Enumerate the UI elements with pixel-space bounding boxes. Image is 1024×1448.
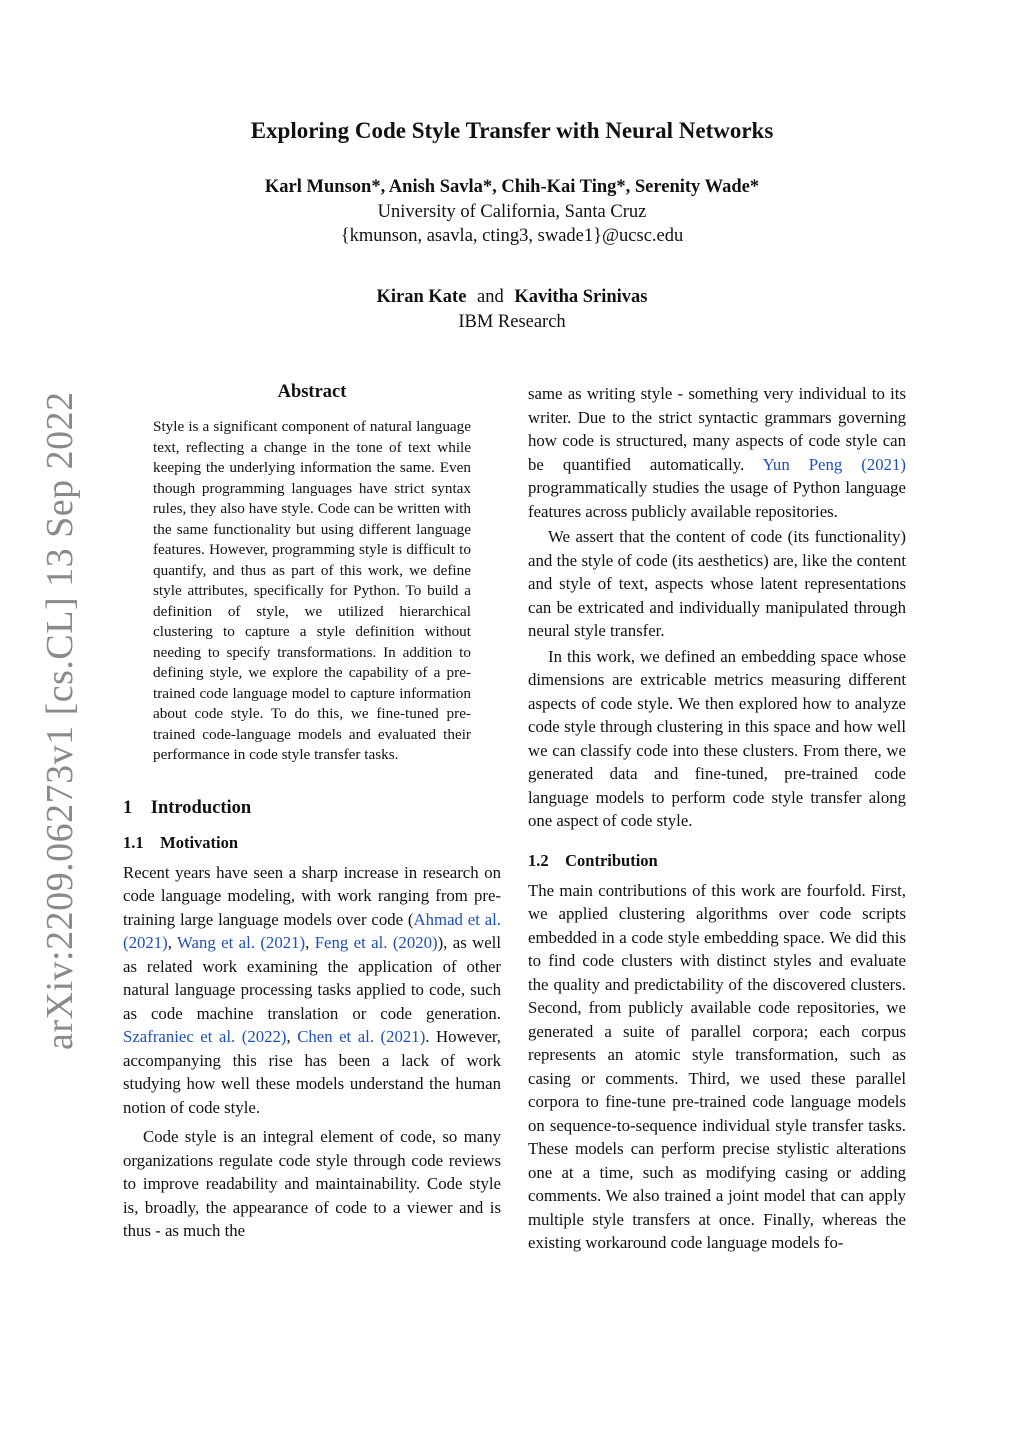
- author-emails: {kmunson, asavla, cting3, swade1}@ucsc.edu: [340, 226, 684, 246]
- author-name-kate: Kiran Kate: [376, 287, 467, 307]
- abstract-heading: Abstract: [277, 382, 347, 402]
- ibm-affiliation: IBM Research: [458, 311, 566, 332]
- author-name-srinivas: Kavitha Srinivas: [514, 287, 648, 307]
- author-affiliation: University of California, Santa Cruz: [377, 201, 647, 222]
- citation-ahmad[interactable]: Ahmad et al. (2021): [123, 909, 502, 952]
- subsection-heading-contribution: 1.2 Contribution: [528, 850, 658, 870]
- arxiv-identifier: arXiv:2209.06273v1 [cs.CL] 13 Sep 2022: [39, 391, 81, 1050]
- contribution-paragraph: The main contributions of this work are fourfold. First, we applied clustering algorithms over code scripts embedded in a code style embedding space. We did this to find code clusters with distinct styles and evaluate the quality and predictability of the discovered clusters. Second, from publicly available code repositories, we generated a suite of parallel corpora; each corpus represents an atomic style transformation, such as casing or comments. Third, we used these parallel corpora to fine-tune pre-trained code language models on sequence-to-sequence individual style transfer tasks. These models can perform precise stylistic alterations one at a time, such as modifying casing or adding comments. We also trained a joint model that can apply multiple style transfers at once. Finally, whereas the existing workaround code language models fo-: [528, 880, 906, 1252]
- citation-wang[interactable]: Wang et al. (2021): [177, 933, 306, 952]
- citation-yun-peng[interactable]: Yun Peng (2021): [762, 454, 906, 474]
- author-conjunction: and: [477, 287, 504, 307]
- section-heading-introduction: 1 Introduction: [123, 797, 252, 818]
- paper-title: Exploring Code Style Transfer with Neural Networks: [250, 118, 774, 143]
- citation-feng[interactable]: Feng et al. (2020): [314, 933, 438, 952]
- left-column: [123, 382, 501, 1243]
- author-names: Karl Munson*, Anish Savla*, Chih-Kai Ting*, Serenity Wade*: [264, 177, 760, 197]
- citation-szafraniec[interactable]: Szafraniec et al. (2022): [123, 1027, 287, 1046]
- author-block-ucsc: [0, 175, 1024, 249]
- motivation-paragraph-2: Code style is an integral element of code, so many organizations regulate code style through code reviews to improve readability and maintainability. Code style is, broadly, the appearance of code to a viewer and is thus - as much the: [123, 1127, 501, 1240]
- motivation-paragraph-1: Recent years have seen a sharp increase in research on code language modeling, with work ranging from pre-training large language models over code (Ahmad et al. (2021), Wang et al. (2021), Feng et al. (2020)), as well as related work examining the application of other natural language processing tasks applied to code, such as code machine translation or code generation. Szafraniec et al. (2022), Chen et al. (2021). However, accompanying this rise has been a lack of work studying how well these models understand the human notion of code style.: [123, 862, 502, 1117]
- author-block-ibm: [0, 285, 1024, 334]
- subsection-heading-motivation: 1.1 Motivation: [123, 832, 239, 852]
- right-column: [528, 382, 906, 1255]
- abstract-text: Style is a significant component of natural language text, reflecting a change in the tone of text while keeping the underlying information the same. Even though programming languages have strict syntax rules, they also have style. Code can be written with the same functionality but using different language features. However, programming style is difficult to quantify, and thus as part of this work, we define style attributes, specifically for Python. To build a definition of style, we utilized hierarchical clustering to capture a style definition without needing to specify transformations. In addition to defining style, we explore the capability of a pre-trained code language model to capture information about code style. To do this, we fine-tuned pre-trained code-language models and evaluated their performance in code style transfer tasks.: [153, 418, 471, 763]
- citation-chen[interactable]: Chen et al. (2021): [297, 1027, 426, 1046]
- motivation-paragraph-4: We assert that the content of code (its functionality) and the style of code (its aesthetics) are, like the content and style of text, aspects whose latent representations can be extricated and individually manipulated through neural style transfer.: [528, 527, 906, 640]
- motivation-paragraph-5: In this work, we defined an embedding space whose dimensions are extricable metrics measuring different aspects of code style. We then explored how to analyze code style through clustering in this space and how well we can classify code into these clusters. From there, we generated data and fine-tuned, pre-trained code language models to perform code style transfer along one aspect of code style.: [528, 646, 906, 830]
- motivation-paragraph-3: same as writing style - something very individual to its writer. Due to the strict syntactic grammars governing how code is structured, many aspects of code style can be quantified automatically. Yun Peng (2021) programmatically studies the usage of Python language features across publicly available repositories.: [528, 384, 906, 521]
